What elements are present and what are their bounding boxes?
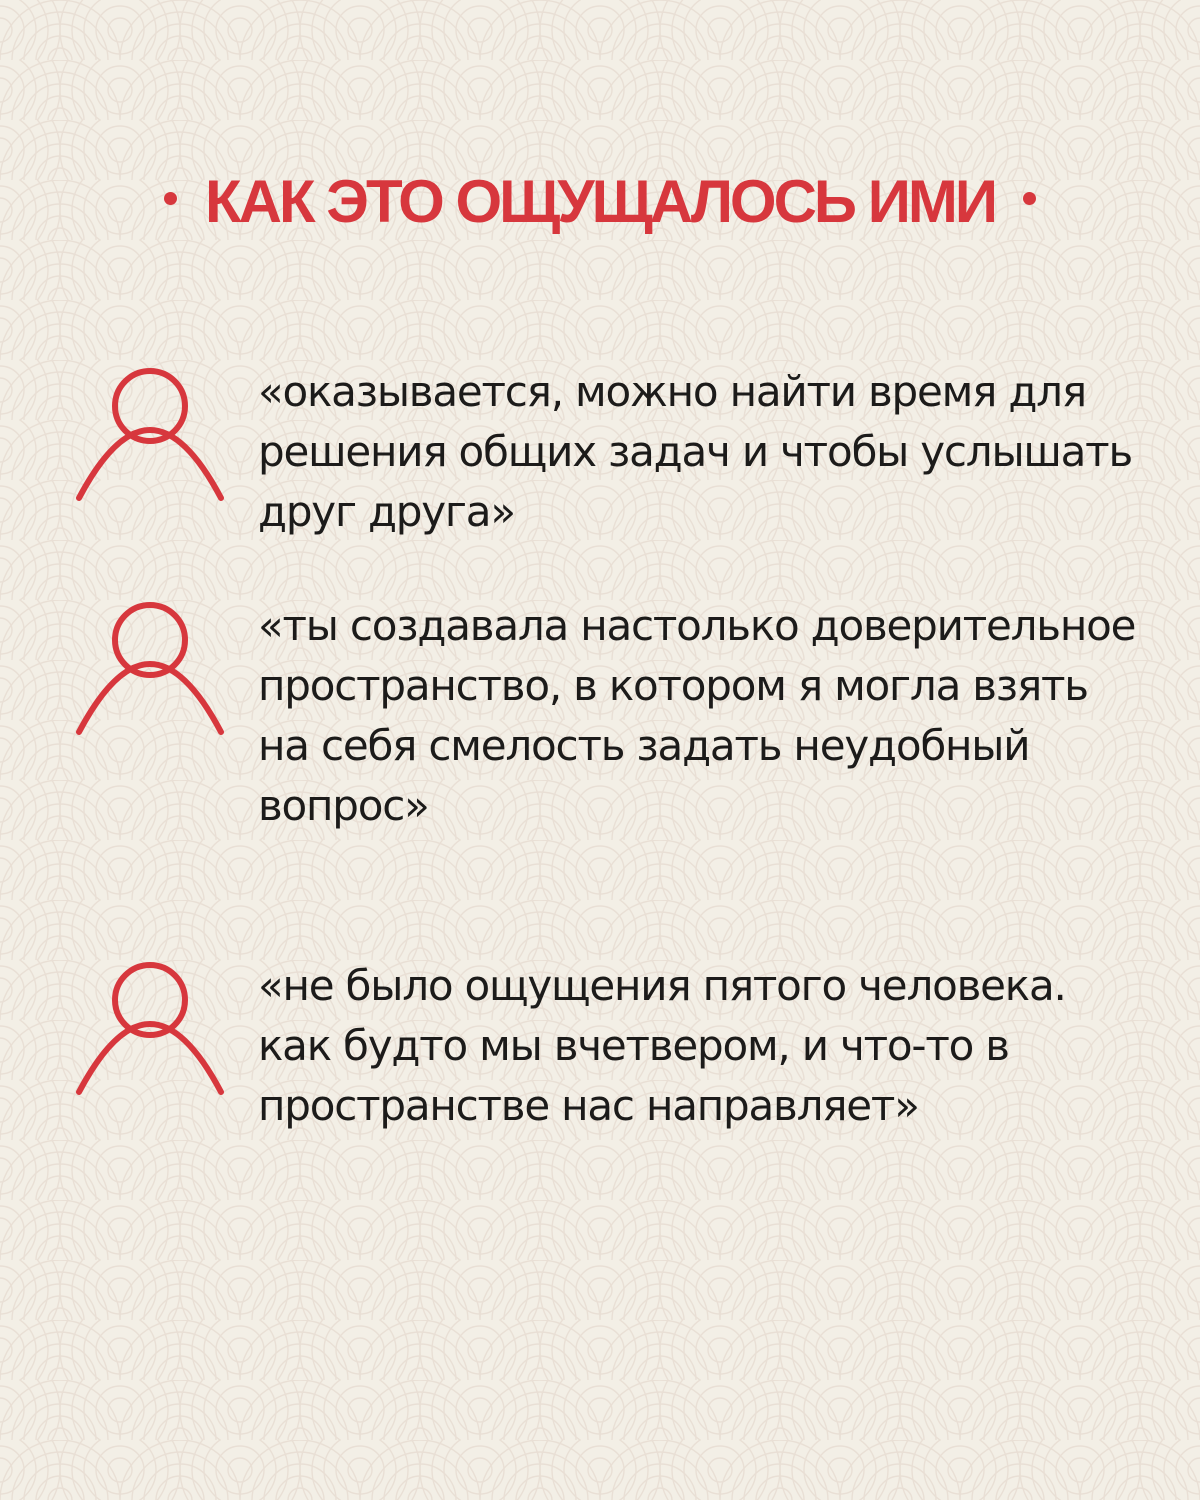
- person-icon: [75, 962, 225, 1098]
- quote-text: «ты создавала настолько доверительное пространство, в котором я могла взять на себя смелость задать неудобный вопрос»: [258, 601, 1136, 830]
- title-bullet-right: [1023, 192, 1036, 205]
- title-bullet-left: [164, 192, 177, 205]
- title-text: КАК ЭТО ОЩУЩАЛОСЬ ИМИ: [205, 168, 995, 236]
- quote-text: «не было ощущения пятого человека. как будто мы вчетвером, и что-то в пространстве нас направляет»: [258, 961, 1066, 1130]
- page-title: [0, 158, 1200, 242]
- person-icon: [75, 368, 225, 504]
- person-icon: [75, 602, 225, 738]
- quote-text: «оказывается, можно найти время для решения общих задач и чтобы услышать друг друга»: [258, 367, 1132, 536]
